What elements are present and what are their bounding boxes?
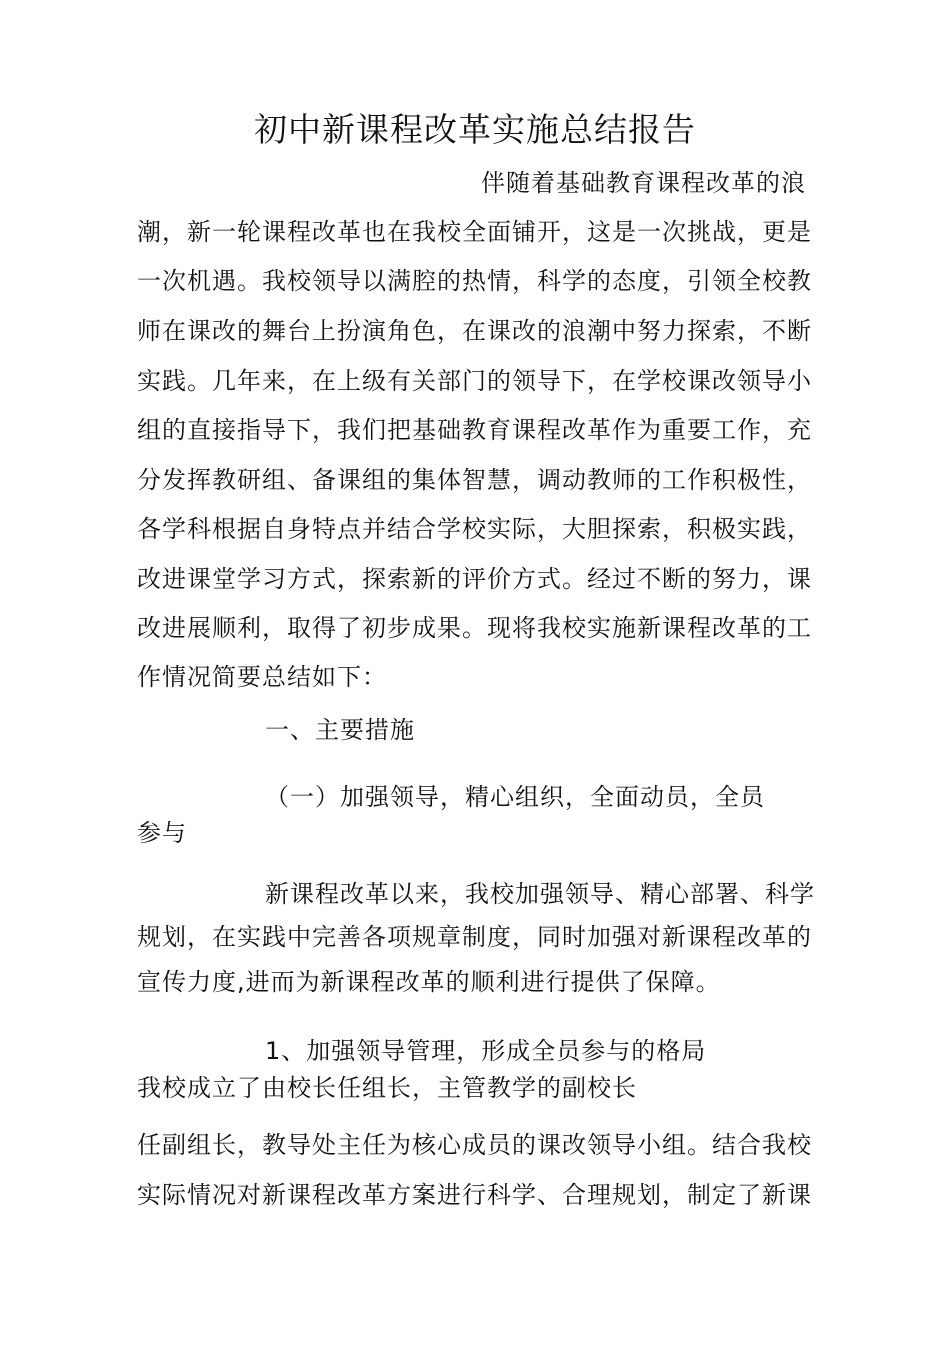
paragraph-line: 任副组长，教导处主任为核心成员的课改领导小组。结合我校	[137, 1131, 812, 1159]
intro-line: 作情况简要总结如下：	[137, 663, 387, 691]
document-title: 初中新课程改革实施总结报告	[254, 110, 696, 149]
intro-line: 伴随着基础教育课程改革的浪	[481, 169, 806, 197]
section-heading: 一、主要措施	[265, 716, 415, 744]
intro-line: 潮，新一轮课程改革也在我校全面铺开，这是一次挑战，更是	[137, 218, 812, 246]
intro-line: 改进课堂学习方式，探索新的评价方式。经过不断的努力，课	[137, 565, 812, 593]
item-heading: 1、加强领导管理，形成全员参与的格局	[265, 1037, 707, 1065]
intro-line: 实践。几年来，在上级有关部门的领导下，在学校课改领导小	[137, 367, 812, 395]
intro-line: 组的直接指导下，我们把基础教育课程改革作为重要工作，充	[137, 416, 812, 444]
intro-line: 各学科根据自身特点并结合学校实际，大胆探索，积极实践，	[137, 515, 812, 543]
paragraph-line: 宣传力度,进而为新课程改革的顺利进行提供了保障。	[137, 968, 721, 996]
paragraph-line: 实际情况对新课程改革方案进行科学、合理规划，制定了新课	[137, 1181, 812, 1209]
subsection-heading-line: （一）加强领导，精心组织，全面动员，全员	[265, 783, 765, 811]
paragraph-line: 新课程改革以来，我校加强领导、精心部署、科学	[265, 880, 815, 908]
subsection-heading-line: 参与	[137, 819, 187, 847]
intro-line: 分发挥教研组、备课组的集体智慧，调动教师的工作积极性，	[137, 466, 812, 494]
intro-line: 改进展顺利，取得了初步成果。现将我校实施新课程改革的工	[137, 614, 812, 642]
intro-line: 一次机遇。我校领导以满腔的热情，科学的态度，引领全校教	[137, 267, 812, 295]
paragraph-line: 我校成立了由校长任组长，主管教学的副校长	[137, 1074, 637, 1102]
paragraph-line: 规划，在实践中完善各项规章制度，同时加强对新课程改革的	[137, 923, 812, 951]
intro-line: 师在课改的舞台上扮演角色，在课改的浪潮中努力探索，不断	[137, 317, 812, 345]
